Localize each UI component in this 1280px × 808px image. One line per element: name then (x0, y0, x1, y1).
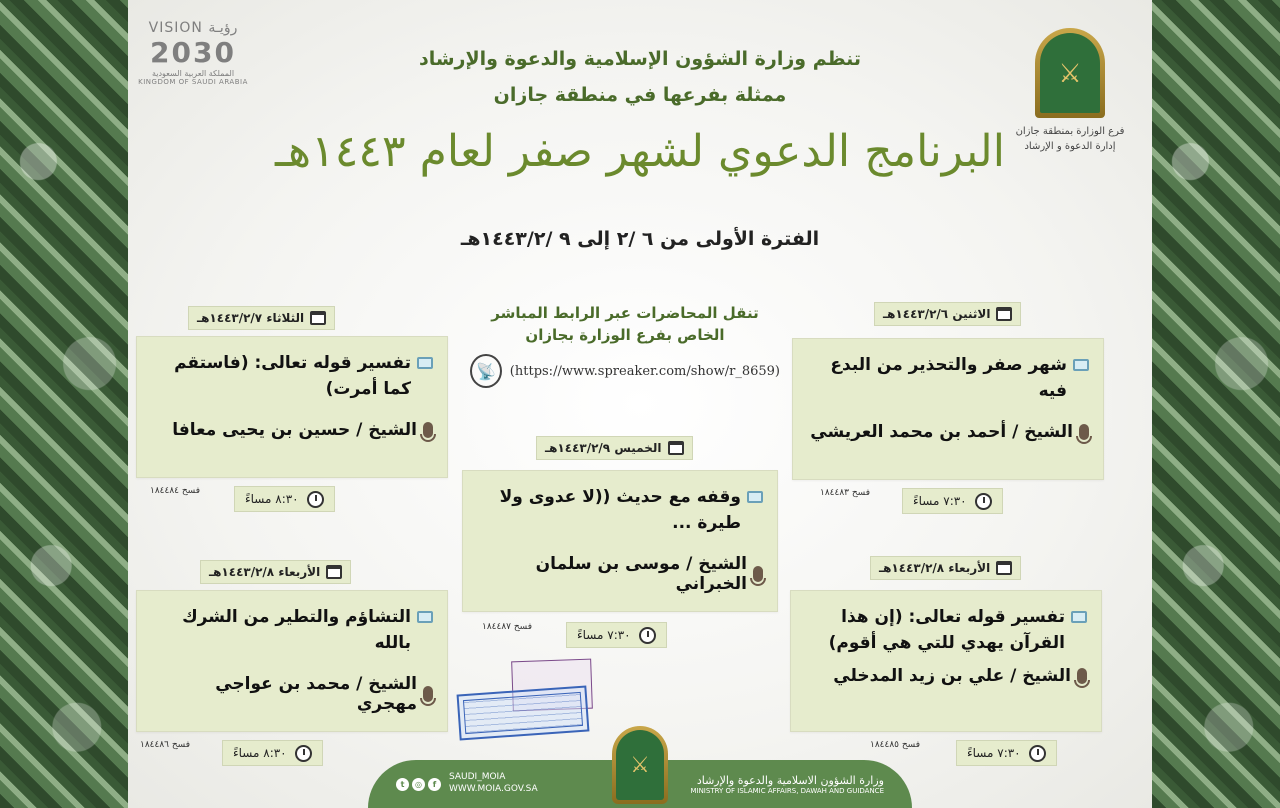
calendar-icon (996, 561, 1012, 575)
clock-icon (307, 491, 324, 508)
book-icon (417, 611, 433, 623)
time-text: ٧:٣٠ مساءً (577, 628, 631, 642)
mosque-arch-icon (1035, 28, 1105, 118)
period-range: الفترة الأولى من ٦ /٢ إلى ٩ /١٤٤٣/٢هـ (460, 228, 820, 250)
lecture-date-monday (874, 302, 1021, 326)
microphone-icon (423, 686, 433, 702)
calendar-icon (668, 441, 684, 455)
book-icon (417, 357, 433, 369)
lecture-topic: تفسير قوله تعالى: (فاستقم كما أمرت) (174, 353, 411, 399)
microphone-icon (423, 422, 433, 438)
social-icons (396, 778, 441, 791)
calendar-icon (996, 307, 1012, 321)
branch-name: فرع الوزارة بمنطقة جازان (1015, 126, 1125, 137)
date-text: الاثنين ١٤٤٣/٢/٦هـ (883, 307, 991, 321)
clock-icon (295, 745, 312, 762)
decorative-pattern-left (0, 0, 128, 808)
time-text: ٨:٣٠ مساءً (245, 492, 299, 506)
antenna-icon: 📡 (470, 354, 502, 388)
program-title: البرنامج الدعوي لشهر صفر لعام ١٤٤٣هـ (275, 126, 1005, 177)
microphone-icon (1079, 424, 1089, 440)
date-text: الثلاثاء ١٤٤٣/٢/٧هـ (197, 311, 305, 325)
book-icon (747, 491, 763, 503)
lecture-date-wednesday (870, 556, 1021, 580)
time-text: ٧:٣٠ مساءً (913, 494, 967, 508)
lecture-date-thursday (536, 436, 693, 460)
calendar-icon (326, 565, 342, 579)
lecture-card (790, 590, 1102, 732)
permit-number: فسح ١٨٤٤٨٦ (140, 740, 191, 750)
date-text: الخميس ١٤٤٣/٢/٩هـ (545, 441, 662, 455)
calendar-icon (310, 311, 326, 325)
lecture-speaker: الشيخ / محمد بن عواجي مهجري (215, 674, 417, 714)
organizer-line: تنظم وزارة الشؤون الإسلامية والدعوة والإرشاد (418, 48, 862, 70)
lecture-topic: تفسير قوله تعالى: (إن هذا القرآن يهدي للتي هي أقوم) (828, 607, 1065, 653)
lecture-time (222, 740, 323, 766)
broadcast-link[interactable]: (https://www.spreaker.com/show/r_8659) (509, 363, 780, 379)
clock-icon (975, 493, 992, 510)
permit-number: فسح ١٨٤٤٨٣ (820, 488, 871, 498)
time-text: ٨:٣٠ مساءً (233, 746, 287, 760)
clock-icon (639, 627, 656, 644)
swords-palm-icon: ⚔ (616, 730, 664, 800)
permit-number: فسح ١٨٤٤٨٤ (150, 486, 201, 496)
lecture-card (136, 590, 448, 732)
lecture-date-wednesday-2 (200, 560, 351, 584)
book-icon (1071, 611, 1087, 623)
date-text: الأربعاء ١٤٤٣/٢/٨هـ (209, 565, 321, 579)
lecture-topic: وقفه مع حديث ((لا عدوى ولا طيرة ... (499, 487, 741, 533)
instagram-icon[interactable]: ◎ (412, 778, 425, 791)
permit-number: فسح ١٨٤٤٨٥ (870, 740, 921, 750)
time-text: ٧:٣٠ مساءً (967, 746, 1021, 760)
lecture-topic: شهر صفر والتحذير من البدع فيه (830, 355, 1067, 401)
facebook-icon[interactable]: f (428, 778, 441, 791)
lecture-speaker: الشيخ / علي بن زيد المدخلي (833, 666, 1071, 686)
lecture-date-tuesday (188, 306, 335, 330)
lecture-card (462, 470, 778, 612)
lecture-time (956, 740, 1057, 766)
lecture-speaker: الشيخ / أحمد بن محمد العريشي (810, 422, 1073, 442)
lecture-topic: التشاؤم والتطير من الشرك بالله (182, 607, 411, 653)
lecture-card (136, 336, 448, 478)
broadcast-info (470, 304, 780, 388)
branch-line: ممثلة بفرعها في منطقة جازان (493, 84, 787, 106)
vision-kingdom-ar: المملكة العربية السعودية (151, 69, 235, 78)
footer-ministry-ar: وزارة الشؤون الاسلامية والدعوة والإرشاد (696, 773, 884, 787)
footer-ministry-logo (612, 726, 668, 804)
vision-kingdom-en: KINGDOM OF SAUDI ARABIA (138, 78, 248, 86)
lecture-speaker: الشيخ / موسى بن سلمان الخبراني (535, 554, 747, 594)
broadcast-line2: الخاص بفرع الوزارة بجازان (525, 326, 725, 344)
approval-stamp-blue (457, 686, 590, 741)
twitter-icon[interactable]: t (396, 778, 409, 791)
decorative-pattern-right (1152, 0, 1280, 808)
date-text: الأربعاء ١٤٤٣/٢/٨هـ (879, 561, 991, 575)
vision-year: 2030 (150, 36, 236, 69)
permit-number: فسح ١٨٤٤٨٧ (482, 622, 533, 632)
microphone-icon (753, 566, 763, 582)
vision-2030-logo (128, 20, 258, 100)
lecture-speaker: الشيخ / حسين بن يحيى معافا (172, 420, 417, 440)
broadcast-line1: تنقل المحاضرات عبر الرابط المباشر (491, 304, 759, 322)
ministry-branch-logo (1010, 28, 1130, 168)
lecture-time (566, 622, 667, 648)
footer-website[interactable]: WWW.MOIA.GOV.SA (449, 784, 538, 794)
lecture-time (902, 488, 1003, 514)
lecture-time (234, 486, 335, 512)
lecture-card (792, 338, 1104, 480)
vision-label: VISION رؤيـة (148, 20, 238, 36)
footer-handle[interactable]: SAUDI_MOIA (449, 772, 506, 783)
footer-ministry-en: MINISTRY OF ISLAMIC AFFAIRS, DAWAH AND GUIDANCE (690, 786, 884, 795)
department-name: إدارة الدعوة و الإرشاد (1024, 141, 1116, 152)
clock-icon (1029, 745, 1046, 762)
book-icon (1073, 359, 1089, 371)
microphone-icon (1077, 668, 1087, 684)
